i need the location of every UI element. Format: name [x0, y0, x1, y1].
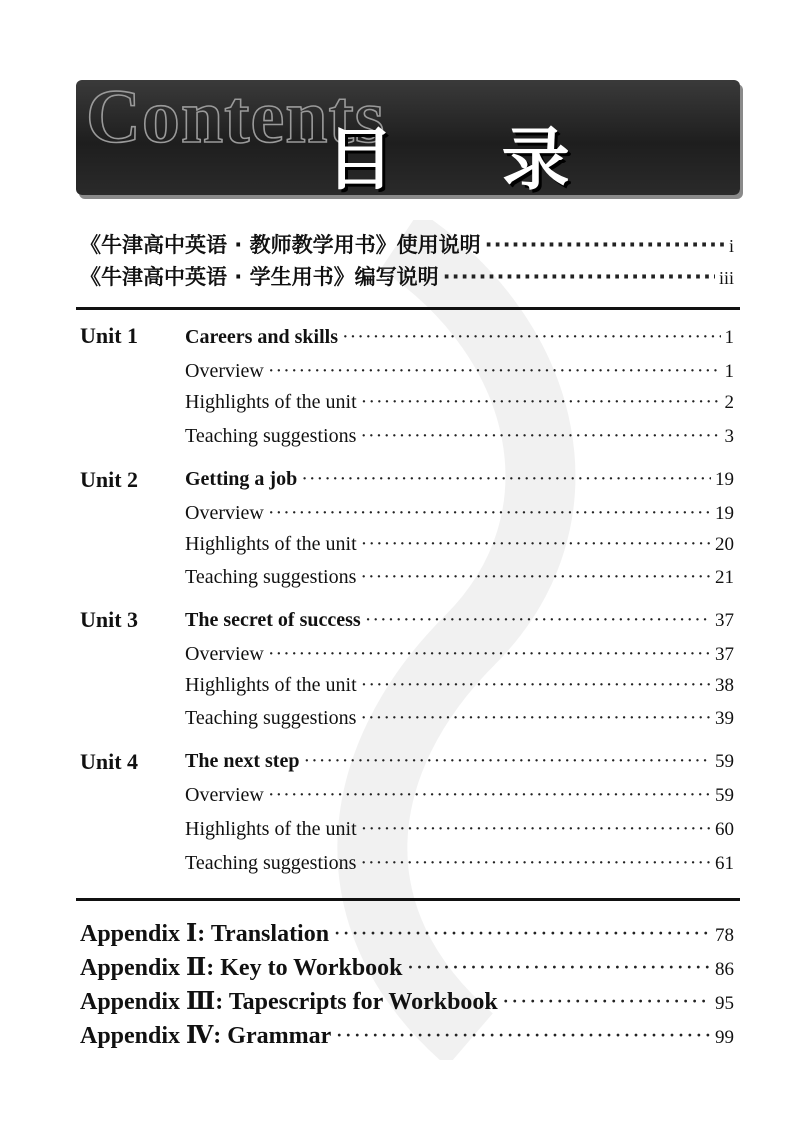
- toc-entry-page: 2: [724, 392, 734, 413]
- toc-entry-label: Teaching suggestions: [185, 566, 357, 588]
- toc-entry-unit-1-teaching[interactable]: [185, 425, 734, 448]
- toc-entry-label: 《牛津高中英语 · 教师教学用书》使用说明: [80, 233, 481, 257]
- toc-entry-label: Getting a job: [185, 468, 298, 490]
- toc-entry-page: 37: [715, 644, 734, 665]
- toc-entry-front-1[interactable]: [80, 229, 734, 259]
- toc-entry-label: Appendix Ⅲ: Tapescripts for Workbook: [80, 989, 498, 1015]
- toc-entry-unit-2-overview[interactable]: [185, 502, 734, 525]
- toc-entry-label: Appendix Ⅰ: Translation: [80, 921, 330, 947]
- leader-dots: [361, 391, 721, 414]
- leader-dots: [268, 360, 721, 383]
- toc-entry-page: iii: [718, 268, 734, 288]
- toc-entry-unit-4-title[interactable]: [185, 750, 734, 773]
- leader-dots: [268, 502, 711, 525]
- toc-entry-page: 99: [715, 1027, 734, 1048]
- leader-dots: [360, 425, 720, 448]
- contents-title-cn: 目 录: [326, 121, 612, 195]
- toc-entry-page: 21: [715, 567, 734, 588]
- toc-entry-page: 39: [715, 708, 734, 729]
- toc-entry-unit-3-overview[interactable]: [185, 643, 734, 666]
- leader-dots: [268, 643, 711, 666]
- unit-3-label: Unit 3: [80, 607, 139, 632]
- leader-dots: [365, 609, 711, 632]
- toc-entry-appendix-3[interactable]: [80, 986, 734, 1016]
- toc-entry-label: Highlights of the unit: [185, 391, 357, 413]
- toc-entry-label: Teaching suggestions: [185, 852, 357, 874]
- toc-entry-page: 95: [715, 993, 734, 1014]
- toc-entry-page: 19: [715, 469, 734, 490]
- toc-entry-page: 86: [715, 959, 734, 980]
- toc-entry-page: i: [728, 236, 734, 256]
- toc-entry-label: 《牛津高中英语 · 学生用书》编写说明: [80, 265, 439, 289]
- toc-entry-page: 37: [715, 610, 734, 631]
- unit-2-label: Unit 2: [80, 467, 139, 492]
- leader-dots: [361, 674, 711, 697]
- toc-entry-label: Appendix Ⅳ: Grammar: [80, 1023, 332, 1049]
- leader-dots: [342, 326, 721, 349]
- toc-entry-page: 1: [724, 361, 734, 382]
- contents-header-banner: [76, 80, 740, 195]
- toc-entry-label: Overview: [185, 643, 264, 665]
- divider-bottom: [76, 898, 740, 901]
- leader-dots: [303, 750, 711, 773]
- toc-entry-unit-4-overview[interactable]: [185, 784, 734, 807]
- toc-entry-unit-3-highlights[interactable]: [185, 674, 734, 697]
- leader-dots: [360, 566, 711, 589]
- toc-entry-unit-2-highlights[interactable]: [185, 533, 734, 556]
- divider-top: [76, 307, 740, 310]
- toc-entry-unit-2-title[interactable]: [185, 468, 734, 491]
- toc-entry-unit-4-teaching[interactable]: [185, 852, 734, 875]
- toc-entry-page: 1: [724, 327, 734, 348]
- toc-entry-label: Highlights of the unit: [185, 818, 357, 840]
- toc-entry-front-2[interactable]: [80, 261, 734, 291]
- toc-entry-label: The next step: [185, 750, 300, 772]
- contents-title-en: Contents: [86, 80, 386, 159]
- toc-entry-appendix-2[interactable]: [80, 952, 734, 982]
- leader-dots: [361, 818, 711, 841]
- leader-dots: [333, 921, 711, 948]
- toc-entry-page: 3: [724, 426, 734, 447]
- leader-dots: [360, 852, 711, 875]
- leader-dots: [268, 784, 711, 807]
- toc-entry-label: Overview: [185, 360, 264, 382]
- toc-entry-page: 60: [715, 819, 734, 840]
- toc-entry-page: 20: [715, 534, 734, 555]
- toc-entry-label: Teaching suggestions: [185, 707, 357, 729]
- toc-entry-page: 59: [715, 751, 734, 772]
- toc-entry-label: Overview: [185, 784, 264, 806]
- toc-entry-label: Appendix Ⅱ: Key to Workbook: [80, 955, 403, 981]
- toc-entry-page: 38: [715, 675, 734, 696]
- toc-entry-unit-1-overview[interactable]: [185, 360, 734, 383]
- leader-dots: [335, 1023, 711, 1050]
- leader-dots: [443, 265, 715, 289]
- toc-entry-label: Highlights of the unit: [185, 533, 357, 555]
- toc-entry-label: Careers and skills: [185, 326, 338, 348]
- toc-entry-unit-3-title[interactable]: [185, 609, 734, 632]
- toc-entry-unit-1-title[interactable]: [185, 326, 734, 349]
- toc-entry-unit-1-highlights[interactable]: [185, 391, 734, 414]
- unit-1-label: Unit 1: [80, 323, 139, 348]
- toc-entry-page: 61: [715, 853, 734, 874]
- unit-4-label: Unit 4: [80, 749, 139, 774]
- toc-entry-label: Highlights of the unit: [185, 674, 357, 696]
- toc-entry-unit-4-highlights[interactable]: [185, 818, 734, 841]
- toc-entry-label: The secret of success: [185, 609, 361, 631]
- toc-entry-page: 19: [715, 503, 734, 524]
- toc-entry-label: Overview: [185, 502, 264, 524]
- toc-entry-unit-3-teaching[interactable]: [185, 707, 734, 730]
- leader-dots: [360, 707, 711, 730]
- leader-dots: [502, 989, 711, 1016]
- leader-dots: [361, 533, 711, 556]
- toc-entry-appendix-4[interactable]: [80, 1020, 734, 1050]
- leader-dots: [485, 233, 725, 257]
- toc-entry-label: Teaching suggestions: [185, 425, 357, 447]
- toc-entry-page: 59: [715, 785, 734, 806]
- leader-dots: [407, 955, 711, 982]
- toc-entry-unit-2-teaching[interactable]: [185, 566, 734, 589]
- leader-dots: [301, 468, 711, 491]
- toc-entry-appendix-1[interactable]: [80, 918, 734, 948]
- toc-entry-page: 78: [715, 925, 734, 946]
